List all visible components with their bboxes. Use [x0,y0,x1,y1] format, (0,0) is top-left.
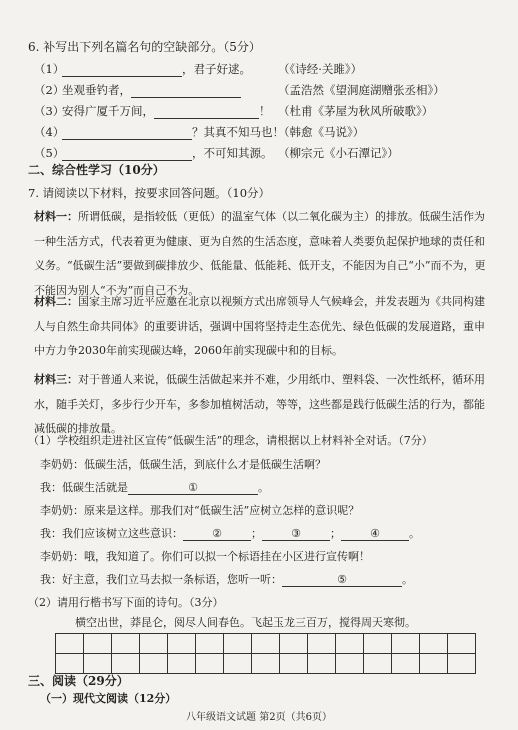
blank-row [34,61,251,77]
grid-cell[interactable] [224,634,252,654]
grid-cell[interactable] [364,654,392,674]
grid-cell[interactable] [252,634,280,654]
blank-1[interactable]: ① [128,481,258,495]
row-post-text: ！ [259,104,271,118]
grid-cell[interactable] [280,654,308,674]
section-3-title: 三、阅读（29分） [28,674,129,688]
dialog-line-4-pre: 我：我们应该树立这些意识： [40,527,183,540]
grid-cell[interactable] [224,654,252,674]
material-1-text: 所谓低碳，是指较低（更低）的温室气体（以二氧化碳为主）的排放。低碳生活作为一种生活方式，代表着更为健康、更为自然的生活态度，意味着人类要负起保护地球的责任和义务。“低碳生活”要做到碳排放少、低能量、低能耗、低开支，不能因为自己“小”而不为，更不能因为别人“不为”而自己不为。 [34,210,486,297]
grid-cell[interactable] [196,634,224,654]
row-post-text: ？其真不知马也！ [192,125,284,139]
grid-cell[interactable] [308,634,336,654]
separator-1: ； [251,527,262,540]
material-3 [34,368,494,442]
material-3-head: 材料三： [34,373,78,386]
grid-cell[interactable] [392,634,420,654]
sub-question-2-title: （2）请用行楷书写下面的诗句。（3分） [28,596,224,609]
grid-cell[interactable] [112,654,140,674]
grid-cell[interactable] [84,654,112,674]
source-citation: （柳宗元《小石潭记》） [278,146,399,160]
grid-cell[interactable] [448,654,476,674]
blank-2[interactable]: ② [183,527,251,541]
row-number: （4） [34,125,65,139]
row-post-text: ，不可知其源。 [192,146,273,160]
row-number: （3） [34,104,65,118]
grid-cell[interactable] [392,654,420,674]
dialog-line-1: 李奶奶：低碳生活，低碳生活，到底什么才是低碳生活啊？ [40,458,326,471]
section-2-title: 二、综合性学习（10分） [28,163,165,177]
grid-cell[interactable] [308,654,336,674]
grid-cell[interactable] [56,634,84,654]
grid-cell[interactable] [420,634,448,654]
material-2-head: 材料二： [34,295,78,308]
blank-row [34,82,241,98]
grid-cell[interactable] [336,654,364,674]
source-citation: （孟浩然《望洞庭湖赠张丞相》） [278,83,445,97]
separator-2: ； [330,527,341,540]
blank-4[interactable]: ④ [341,527,409,541]
dialog-line-3: 李奶奶：原来是这样。那我们对“低碳生活”应树立怎样的意识呢？ [40,504,360,517]
dialog-line-2 [40,479,269,495]
sub-question-1-title: （1）学校组织走进社区宣传“低碳生活”的理念，请根据以上材料补全对话。（7分） [28,434,433,447]
dialog-line-2-pre: 我：低碳生活就是 [40,481,128,494]
grid-cell[interactable] [420,654,448,674]
question-7-title: 7. 请阅读以下材料，按要求回答问题。（10分） [28,186,271,200]
material-1-head: 材料一： [34,210,78,223]
material-1 [34,205,494,303]
question-6-title: 6. 补写出下列名篇名句的空缺部分。（5分） [28,40,261,54]
blank-row [34,145,273,161]
poem-text: 横空出世，莽昆仑，阅尽人间春色。飞起玉龙三百万，搅得周天寒彻。 [75,616,416,629]
grid-cell[interactable] [364,634,392,654]
grid-row [56,634,476,654]
answer-blank[interactable] [62,148,192,161]
writing-grid[interactable] [55,633,476,674]
grid-cell[interactable] [168,634,196,654]
material-2-text: 国家主席习近平应邀在北京以视频方式出席领导人气候峰会，并发表题为《共同构建人与自然生命共同体》的重要讲话，强调中国将坚持走生态优先、绿色低碳的发展道路，重申中方力争2030年前实现碳达峰，2060年前实现碳中和的目标。 [34,295,485,357]
row-number: （1） [34,62,65,76]
dialog-line-5: 李奶奶：哦，我知道了。你们可以拟一个标语挂在小区进行宣传啊！ [40,550,370,563]
grid-cell[interactable] [252,654,280,674]
row-number: （2） [34,83,65,97]
grid-cell[interactable] [140,634,168,654]
grid-cell[interactable] [140,654,168,674]
grid-cell[interactable] [84,634,112,654]
material-3-text: 对于普通人来说，低碳生活做起来并不难，少用纸巾、塑料袋、一次性纸杯，循环用水，随手关灯，多步行少开车，多参加植树活动，等等，这些都是践行低碳生活的行为，都能减低碳的排放量。 [34,373,485,435]
blank-3[interactable]: ③ [262,527,330,541]
answer-blank[interactable] [62,127,192,140]
source-citation: （杜甫《茅屋为秋风所破歌》） [278,104,434,118]
row-number: （5） [34,146,65,160]
dialog-line-2-post: 。 [258,481,269,494]
grid-cell[interactable] [168,654,196,674]
row-pre-text: 坐观垂钓者， [62,83,131,97]
dialog-line-4 [40,525,420,541]
dialog-line-6 [40,571,413,587]
dialog-line-6-pre: 我：好主意，我们立马去拟一条标语，您听一听： [40,573,282,586]
grid-cell[interactable] [336,634,364,654]
blank-row [34,124,284,140]
grid-cell[interactable] [56,654,84,674]
grid-row [56,654,476,674]
sub-reading-title: （一）现代文阅读（12分） [40,692,177,705]
blank-5[interactable]: ⑤ [282,573,402,587]
source-citation: （《诗经·关雎》） [278,62,363,76]
page-footer: 八年级语文试题 第2页（共6页） [186,712,332,723]
grid-cell[interactable] [448,634,476,654]
answer-blank[interactable] [154,106,259,119]
dialog-line-4-post: 。 [409,527,420,540]
answer-blank[interactable] [62,64,182,77]
row-post-text: ，君子好逑。 [182,62,251,76]
answer-blank[interactable] [131,85,241,98]
material-2 [34,290,494,364]
blank-row [34,103,271,119]
grid-cell[interactable] [280,634,308,654]
row-pre-text: 安得广厦千万间， [62,104,154,118]
source-citation: （韩愈《马说》） [278,125,365,139]
grid-cell[interactable] [112,634,140,654]
grid-cell[interactable] [196,654,224,674]
dialog-line-6-post: 。 [402,573,413,586]
